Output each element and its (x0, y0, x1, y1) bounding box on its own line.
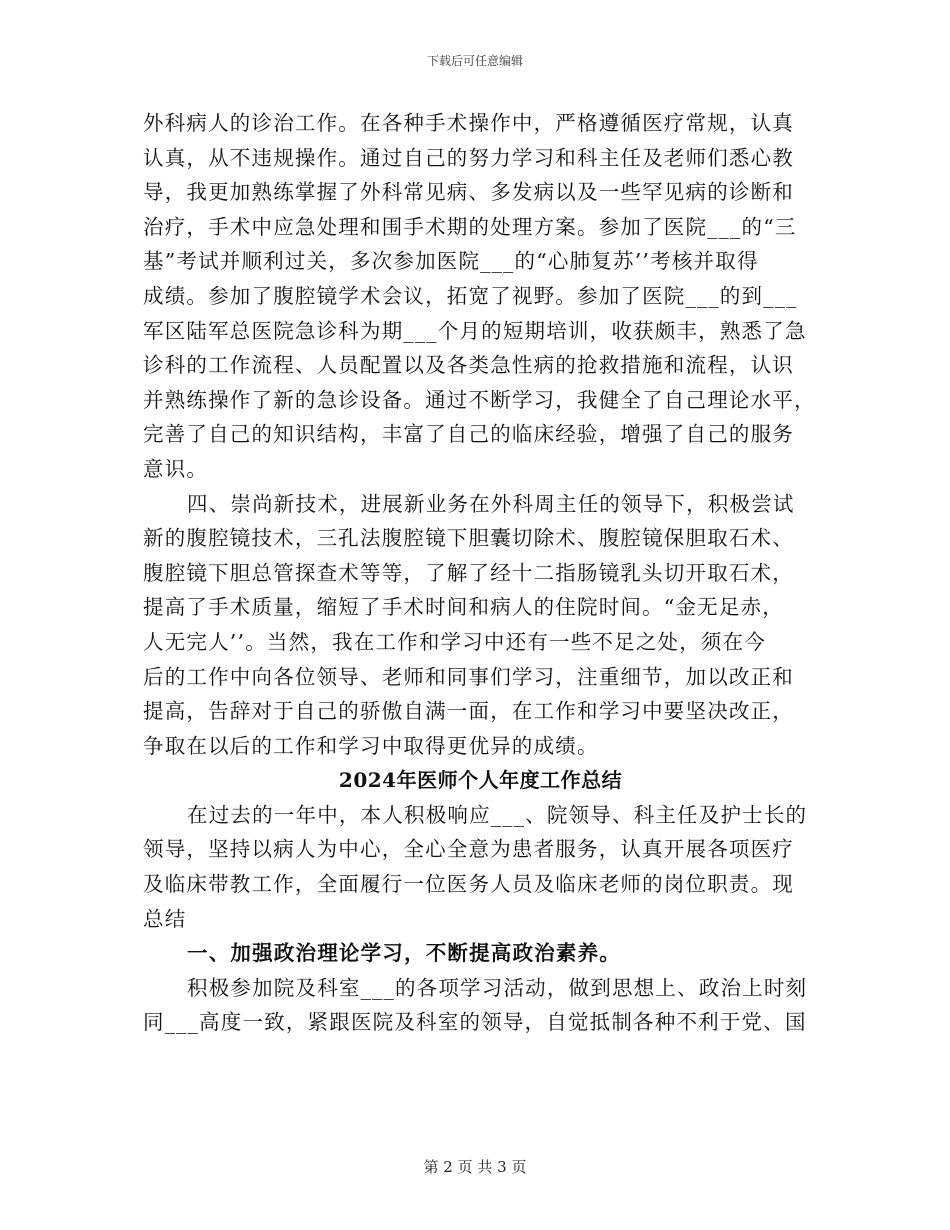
body-line: 外科病人的诊治工作。在各种手术操作中，严格遵循医疗常规，认真 (143, 111, 794, 135)
body-line: 基”考试并顺利过关，多次参加医院___的“心肺复苏’’考核并取得 (143, 249, 759, 274)
body-line: 认真，从不违规操作。通过自己的努力学习和科主任及老师们悉心教 (143, 145, 794, 170)
body-line: 提高了手术质量，缩短了手术时间和病人的住院时间。“金无足赤， (143, 595, 784, 620)
body-line: 意识。 (143, 456, 209, 481)
body-line: 人无完人’’。当然，我在工作和学习中还有一些不足之处，须在今 (143, 629, 767, 654)
body-line: 腹腔镜下胆总管探查术等等，了解了经十二指肠镜乳头切开取石术， (143, 560, 794, 585)
page-header-note: 下载后可任意编辑 (426, 54, 523, 68)
body-line: 同___高度一致，紧跟医院及科室的领导，自觉抵制各种不利于党、国 (143, 1010, 807, 1035)
body-line: 领导，坚持以病人为中心，全心全意为患者服务，认真开展各项医疗 (143, 837, 794, 862)
intro-paragraph-start: 在过去的一年中，本人积极响应___、院领导、科主任及护士长的 (187, 802, 808, 827)
body-line: 治疗，手术中应急处理和围手术期的处理方案。参加了医院___的“三 (143, 214, 797, 239)
document-body (143, 106, 816, 1040)
section-paragraph-start: 积极参加院及科室___的各项学习活动，做到思想上、政治上时刻 (187, 975, 808, 1000)
section-heading: 一、加强政治理论学习，不断提高政治素养。 (187, 941, 621, 966)
body-line: 诊科的工作流程、人员配置以及各类急性病的抢救措施和流程，认识 (143, 353, 794, 378)
document-title: 2024年医师个人年度工作总结 (338, 768, 623, 793)
body-line: 成绩。参加了腹腔镜学术会议，拓宽了视野。参加了医院___的到___ (143, 283, 798, 308)
body-line: 提高，告辞对于自己的骄傲自满一面，在工作和学习中要坚决改正， (143, 699, 794, 724)
body-line: 后的工作中向各位领导、老师和同事们学习，注重细节，加以改正和 (143, 664, 794, 689)
body-line: 完善了自己的知识结构，丰富了自己的临床经验，增强了自己的服务 (143, 422, 794, 447)
body-line: 导，我更加熟练掌握了外科常见病、多发病以及一些罕见病的诊断和 (143, 180, 794, 205)
body-line: 新的腹腔镜技术，三孔法腹腔镜下胆囊切除术、腹腔镜保胆取石术、 (143, 526, 794, 551)
body-line: 军区陆军总医院急诊科为期___个月的短期培训，收获颇丰，熟悉了急 (143, 318, 807, 343)
section-four-paragraph-start: 四、崇尚新技术，进展新业务在外科周主任的领导下，积极尝试 (187, 491, 795, 516)
body-line: 及临床带教工作，全面履行一位医务人员及临床老师的岗位职责。现 (143, 872, 794, 897)
body-line: 争取在以后的工作和学习中取得更优异的成绩。 (143, 733, 599, 758)
body-line: 总结 (143, 906, 187, 931)
page-footer: 第 2 页 共 3 页 (423, 1158, 527, 1176)
body-line: 并熟练操作了新的急诊设备。通过不断学习，我健全了自己理论水平， (143, 387, 816, 412)
